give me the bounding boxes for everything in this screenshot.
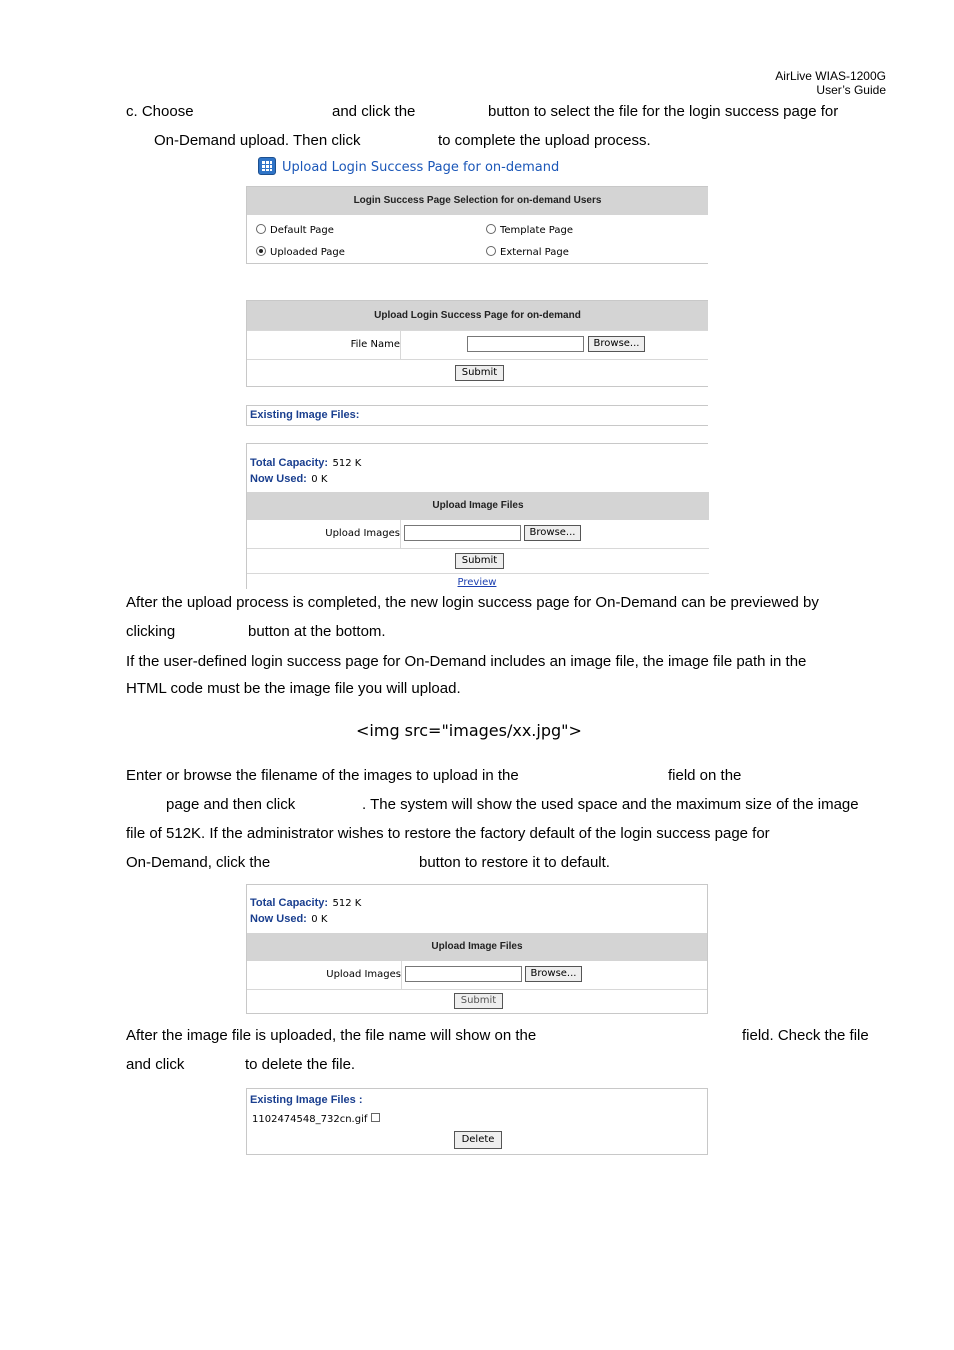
existing-files-label-2: Existing Image Files :	[250, 1094, 363, 1106]
upload-images-input-2[interactable]	[405, 966, 522, 982]
option-external-label: External Page	[500, 247, 569, 258]
upload-images-label-2: Upload Images	[247, 961, 402, 989]
enter-line2-a: page and then click	[166, 796, 296, 813]
guide-name: User’s Guide	[816, 83, 886, 97]
existing-file-checkbox[interactable]	[371, 1113, 380, 1122]
upload-page-header: Upload Login Success Page for on-demand	[247, 301, 708, 330]
option-template-label: Template Page	[500, 225, 574, 236]
enter-line4-b: button to restore it to default.	[419, 854, 610, 871]
product-name: AirLive WIAS-1200G	[775, 69, 886, 83]
existing-file-name: 1102474548_732cn.gif	[252, 1114, 368, 1125]
now-used-value: 0 K	[311, 474, 328, 485]
browse-button[interactable]: Browse...	[588, 336, 645, 352]
option-default[interactable]	[256, 224, 334, 236]
preview-link[interactable]: Preview	[457, 577, 497, 588]
upload-images-header-2: Upload Image Files	[247, 933, 707, 961]
upload-images-box-2	[246, 884, 708, 1014]
enter-line3: file of 512K. If the administrator wishes to restore the factory default of the login success page for	[126, 825, 770, 842]
after-line2-a: clicking	[126, 623, 176, 640]
enter-line2-b: . The system will show the used space and the maximum size of the image	[362, 796, 859, 813]
file-name-label: File Name	[247, 331, 401, 359]
upload-images-submit-button-2[interactable]: Submit	[454, 993, 503, 1009]
now-used-label: Now Used:	[250, 473, 307, 485]
enter-line1-b: field on the	[668, 767, 742, 784]
step-c-line2-b: to complete the upload process.	[438, 132, 651, 149]
file-name-input[interactable]	[467, 336, 584, 352]
step-c-line1-a: c. Choose	[126, 103, 194, 120]
option-uploaded[interactable]	[256, 246, 345, 258]
grid-icon	[258, 157, 276, 175]
after-line2-b: button at the bottom.	[248, 623, 386, 640]
panel-title: Upload Login Success Page for on-demand	[282, 160, 560, 175]
upload-images-header: Upload Image Files	[247, 492, 709, 520]
doc-header	[775, 69, 886, 97]
upload-images-label: Upload Images	[247, 520, 401, 548]
existing-files-box-2	[246, 1088, 708, 1155]
upload-images-input[interactable]	[404, 525, 521, 541]
delete-button[interactable]: Delete	[454, 1131, 502, 1149]
option-default-label: Default Page	[270, 225, 334, 236]
radio-default[interactable]	[256, 224, 266, 234]
radio-external[interactable]	[486, 246, 496, 256]
step-c-line1-c: button to select the file for the login success page for	[488, 103, 839, 120]
submit-button[interactable]: Submit	[455, 365, 504, 381]
delete-line1-b: field. Check the file	[742, 1027, 869, 1044]
enter-line1-a: Enter or browse the filename of the images to upload in the	[126, 767, 519, 784]
existing-files-label: Existing Image Files:	[250, 409, 360, 421]
enter-line4-a: On-Demand, click the	[126, 854, 271, 871]
upload-images-browse-button-2[interactable]: Browse...	[525, 966, 582, 982]
upload-images-box	[246, 443, 708, 589]
step-c-line1-b: and click the	[332, 103, 416, 120]
step-c-line2-a: On-Demand upload. Then click	[154, 132, 361, 149]
total-capacity-value-2: 512 K	[332, 898, 362, 909]
option-uploaded-label: Uploaded Page	[270, 247, 345, 258]
total-capacity-value: 512 K	[332, 458, 362, 469]
total-capacity-label: Total Capacity:	[250, 457, 329, 469]
delete-line2-a: and click	[126, 1056, 185, 1073]
option-template[interactable]	[486, 224, 573, 236]
radio-uploaded[interactable]	[256, 246, 266, 256]
selection-box	[246, 186, 708, 264]
total-capacity-label-2: Total Capacity:	[250, 897, 329, 909]
delete-line1-a: After the image file is uploaded, the file name will show on the	[126, 1027, 537, 1044]
code-sample: <img src="images/xx.jpg">	[356, 721, 582, 740]
existing-files-box	[246, 405, 708, 426]
after-line4: HTML code must be the image file you will upload.	[126, 680, 461, 697]
now-used-label-2: Now Used:	[250, 913, 307, 925]
upload-page-box	[246, 300, 708, 387]
radio-template[interactable]	[486, 224, 496, 234]
selection-header: Login Success Page Selection for on-demand Users	[247, 187, 708, 215]
after-line3: If the user-defined login success page for On-Demand includes an image file, the image file path in the	[126, 653, 807, 670]
upload-images-submit-button[interactable]: Submit	[455, 553, 504, 569]
upload-images-browse-button[interactable]: Browse...	[524, 525, 581, 541]
now-used-value-2: 0 K	[311, 914, 328, 925]
delete-line2-b: to delete the file.	[245, 1056, 356, 1073]
after-line1: After the upload process is completed, the new login success page for On-Demand can be previewed by	[126, 594, 819, 611]
option-external[interactable]	[486, 246, 569, 258]
